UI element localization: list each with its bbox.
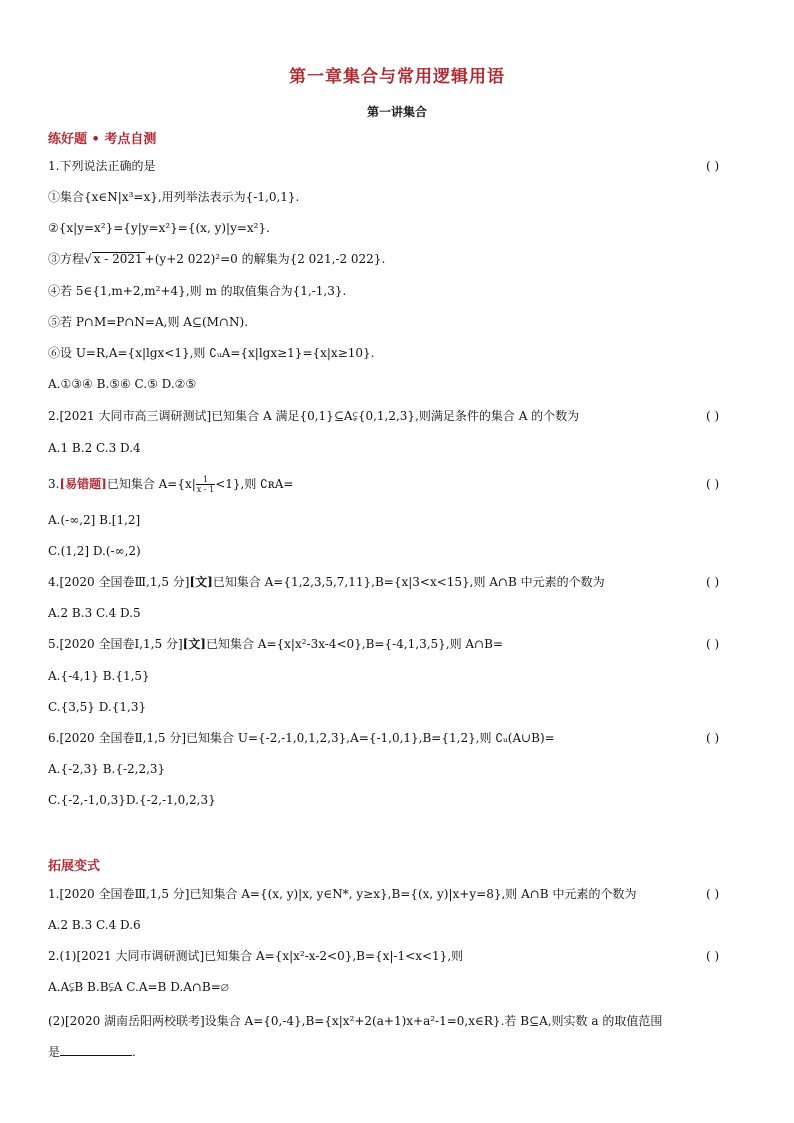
sqrt-radicand: x - 2021: [93, 252, 143, 266]
e2-part2-answer-line: [48, 1043, 136, 1060]
q6-choices-row2: C.{-2,-1,0,3}D.{-2,-1,0,2,3}: [48, 793, 216, 807]
e2-part2-stem: (2)[2020 湖南岳阳两校联考]设集合 A={0,-4},B={x|x²+2(a+1)x+a²-1=0,x∈R}.若 B⊆A,则实数 a 的取值范围: [48, 1014, 663, 1028]
lesson-title: 第一讲集合: [366, 105, 427, 119]
q3-stem: [48, 475, 293, 494]
q6-answer-paren: ( ): [706, 731, 720, 745]
q1-option-3: ③方程√ x - 2021 +(y+2 022)²=0 的解集为{2 021,-2 022}.: [48, 252, 386, 266]
section-extension-heading: 拓展变式: [48, 859, 101, 874]
e2-part2-period: .: [132, 1045, 136, 1059]
e2-part2-lead: 是: [48, 1045, 61, 1059]
q4-answer-paren: ( ): [706, 575, 720, 589]
q1-option-3-post: +(y+2 022)²=0 的解集为{2 021,-2 022}.: [144, 252, 386, 266]
q1-option-1: ①集合{x∈N|x³=x},用列举法表示为{-1,0,1}.: [48, 190, 300, 204]
q6-choices-row1: A.{-2,3} B.{-2,2,3}: [48, 762, 166, 776]
e1-choices: A.2 B.3 C.4 D.6: [48, 918, 141, 932]
e1-answer-paren: ( ): [706, 887, 720, 901]
q5-choices-row1: A.{-4,1} B.{1,5}: [48, 669, 150, 683]
q3-number: 3.: [48, 477, 60, 491]
q2-answer-paren: ( ): [706, 409, 720, 423]
q1-option-6: ⑥设 U=R,A={x|lgx<1},则 ∁ᵤA={x|lgx≥1}={x|x≥10}.: [48, 346, 375, 360]
q5-text: 已知集合 A={x|x²-3x-4<0},B={-4,1,3,5},则 A∩B=: [205, 637, 504, 651]
q5-choices-row2: C.{3,5} D.{1,3}: [48, 700, 147, 714]
wen-tag: [文]: [189, 575, 213, 589]
q3-post: <1},则 ∁ʀA=: [215, 477, 294, 491]
q3-pre: 已知集合 A={x|: [106, 477, 196, 491]
q1-stem: 1.下列说法正确的是: [48, 159, 156, 173]
fraction: [196, 475, 215, 494]
q5-source: 5.[2020 全国卷Ⅰ,1,5 分]: [48, 637, 183, 651]
q5-answer-paren: ( ): [706, 637, 720, 651]
answer-blank[interactable]: [60, 1043, 132, 1056]
q3-answer-paren: ( ): [706, 477, 720, 491]
q4-choices: A.2 B.3 C.4 D.5: [48, 606, 141, 620]
fraction-denominator: x - 1: [196, 485, 215, 494]
q1-option-5: ⑤若 P∩M=P∩N=A,则 A⊆(M∩N).: [48, 315, 249, 329]
q3-choices-row2: C.(1,2] D.(-∞,2): [48, 544, 141, 558]
q4-stem: [48, 574, 605, 590]
q6-stem: 6.[2020 全国卷Ⅱ,1,5 分]已知集合 U={-2,-1,0,1,2,3},A={-1,0,1},B={1,2},则 ∁ᵤ(A∪B)=: [48, 731, 555, 745]
fraction-numerator: 1: [196, 475, 215, 485]
error-prone-tag: [易错题]: [59, 477, 107, 491]
wen-tag: [文]: [182, 637, 206, 651]
q4-text: 已知集合 A={1,2,3,5,7,11},B={x|3<x<15},则 A∩B 中元素的个数为: [212, 575, 605, 589]
q1-option-4: ④若 5∈{1,m+2,m²+4},则 m 的取值集合为{1,-1,3}.: [48, 284, 347, 298]
q1-option-3-pre: ③方程: [48, 252, 85, 266]
q2-stem: 2.[2021 大同市高三调研测试]已知集合 A 满足{0,1}⊆A⫋{0,1,2,3},则满足条件的集合 A 的个数为: [48, 409, 580, 423]
e2-answer-paren: ( ): [706, 949, 720, 963]
q2-choices: A.1 B.2 C.3 D.4: [48, 441, 141, 455]
q4-source: 4.[2020 全国卷Ⅲ,1,5 分]: [48, 575, 190, 589]
section-practice-heading: 练好题 • 考点自测: [48, 132, 157, 147]
q1-option-2: ②{x|y=x²}={y|y=x²}={(x, y)|y=x²}.: [48, 221, 270, 235]
e2-choices: A.A⫋B B.B⫋A C.A=B D.A∩B=∅: [48, 980, 229, 994]
q3-choices-row1: A.(-∞,2] B.[1,2]: [48, 513, 141, 527]
q5-stem: [48, 636, 503, 652]
e2-stem: 2.(1)[2021 大同市调研测试]已知集合 A={x|x²-x-2<0},B={x|-1<x<1},则: [48, 949, 464, 963]
chapter-title: 第一章集合与常用逻辑用语: [289, 67, 505, 87]
e1-stem: 1.[2020 全国卷Ⅲ,1,5 分]已知集合 A={(x, y)|x, y∈N*, y≥x},B={(x, y)|x+y=8},则 A∩B 中元素的个数为: [48, 887, 637, 901]
q1-choices: A.①③④ B.⑤⑥ C.⑤ D.②⑤: [48, 377, 197, 391]
q1-answer-paren: ( ): [706, 159, 720, 173]
